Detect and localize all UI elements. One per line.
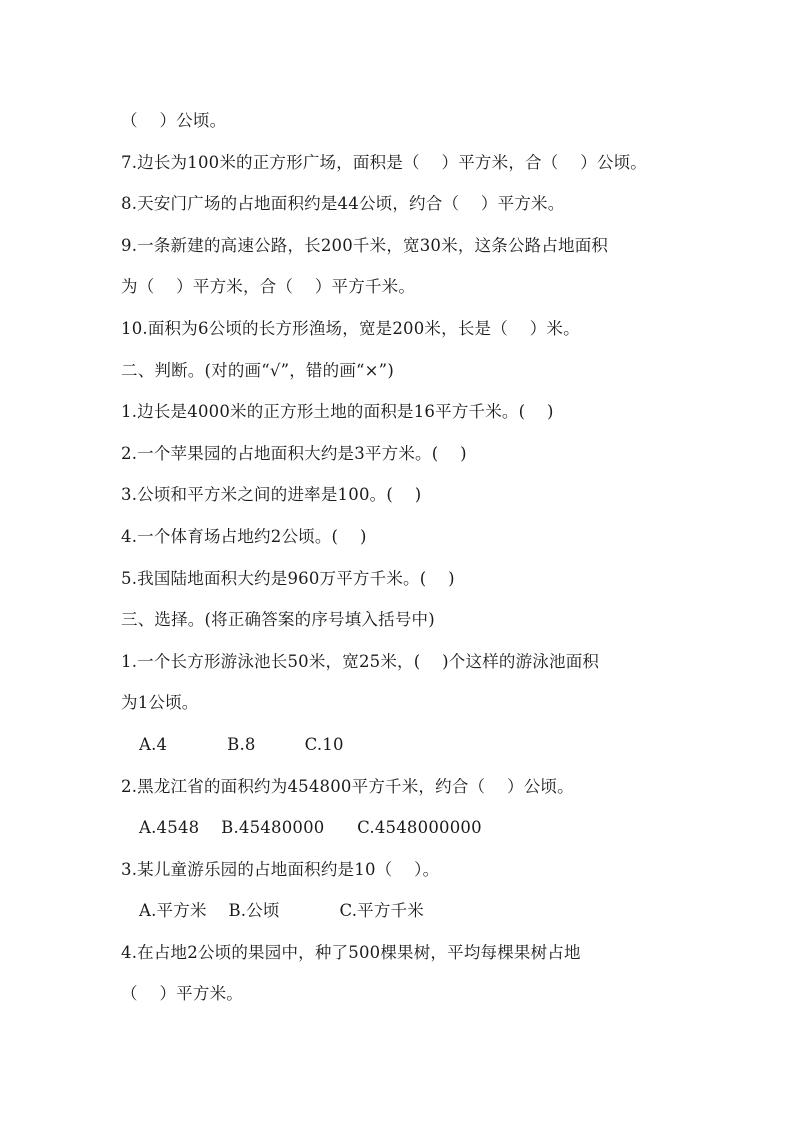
choice-q1-options: A.4 B.8 C.10 xyxy=(139,734,344,754)
choice-q1: 1.一个长方形游泳池长50米，宽25米，( )个这样的游泳池面积 xyxy=(121,651,600,671)
q6-continuation: （ ）公顷。 xyxy=(121,111,227,130)
choice-q4: 4.在占地2公顷的果园中，种了500棵果树，平均每棵果树占地 xyxy=(121,942,581,962)
choice-q4-continuation: （ ）平方米。 xyxy=(121,984,243,1004)
judgment-q1: 1.边长是4000米的正方形土地的面积是16平方千米。( ) xyxy=(121,402,554,422)
section-judgment-heading: 二、判断。(对的画“√”，错的画“×”) xyxy=(121,360,394,380)
judgment-q2: 2.一个苹果园的占地面积大约是3平方米。( ) xyxy=(121,443,467,463)
q10-fill-blank: 10.面积为6公顷的长方形渔场，宽是200米，长是（ ）米。 xyxy=(121,318,580,338)
choice-q3: 3.某儿童游乐园的占地面积约是10（ ）。 xyxy=(121,859,440,879)
section-choice-heading: 三、选择。(将正确答案的序号填入括号中) xyxy=(121,610,435,630)
judgment-q3: 3.公顷和平方米之间的进率是100。( ) xyxy=(121,485,422,505)
choice-q2-options: A.4548 B.45480000 C.4548000000 xyxy=(139,818,482,838)
worksheet-page xyxy=(121,100,681,1015)
q8-fill-blank: 8.天安门广场的占地面积约是44公顷，约合（ ）平方米。 xyxy=(121,194,565,214)
q7-fill-blank: 7.边长为100米的正方形广场，面积是（ ）平方米，合（ ）公顷。 xyxy=(121,152,647,172)
choice-q1-continuation: 为1公顷。 xyxy=(121,693,199,713)
choice-q2: 2.黑龙江省的面积约为454800平方千米，约合（ ）公顷。 xyxy=(121,776,574,796)
choice-q3-options: A.平方米 B.公顷 C.平方千米 xyxy=(139,901,424,921)
judgment-q4: 4.一个体育场占地约2公顷。( ) xyxy=(121,526,367,546)
judgment-q5: 5.我国陆地面积大约是960万平方千米。( ) xyxy=(121,568,455,588)
q9-continuation: 为（ ）平方米，合（ ）平方千米。 xyxy=(121,277,416,297)
q9-fill-blank: 9.一条新建的高速公路，长200千米，宽30米，这条公路占地面积 xyxy=(121,235,609,255)
